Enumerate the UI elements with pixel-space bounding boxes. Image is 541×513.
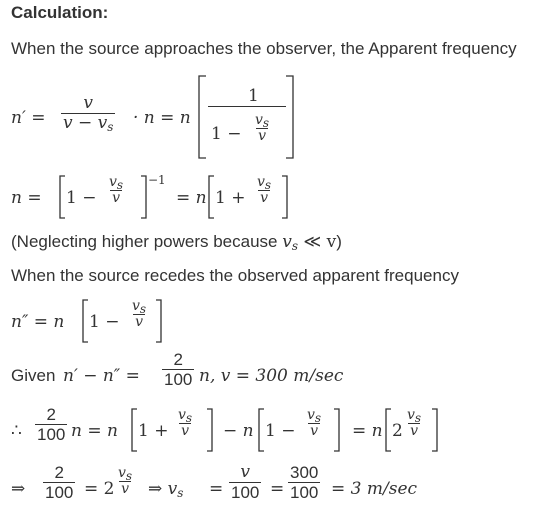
main-fraction-bar [208, 106, 286, 107]
fraction-vs-over-v: $\frac{vs}{v}$ [255, 112, 270, 144]
solution-page: Calculation: When the source approaches the observer, the Apparent frequency n′ = $\frac{v}{v - vs}$ · n = n 1 1 − $\frac{vs}{v}$ n = 1 − $\frac{vs}{v}$ −1 = n 1 + $\frac{vs}{v}$ (Neglecting higher powers because vs ≪ v) When the source recedes the observed apparent frequency n″ = n 1 − $\frac{vs}{v}$ Given n′ − n″ = $\frac{2}{100}$ n, v = 300 m/sec ∴ $\frac{2}{100}$ n = n 1 + $\frac{vs}{v}$ − n 1 − $\frac{vs}{v}$ = n 2 $\frac{vs}{v}$ ⇒ $\frac{2}{100}$ = 2 $\frac{vs}{v}$ ⇒ vs = $\frac{v}{100}$ = $\frac{300}{100}$ = 3 m/sec [11, 3, 517, 502]
fraction-v-over-v-minus-vs: $\frac{v}{v - vs}$ [63, 93, 114, 134]
calculation-heading: Calculation: [11, 3, 109, 22]
approach-sentence: When the source approaches the observer, the Apparent frequency [11, 39, 517, 58]
big-square-brackets [197, 74, 297, 160]
recede-sentence: When the source recedes the observed apparent frequency [11, 266, 459, 285]
neglect-note: (Neglecting higher powers because vs ≪ v) [11, 232, 342, 253]
